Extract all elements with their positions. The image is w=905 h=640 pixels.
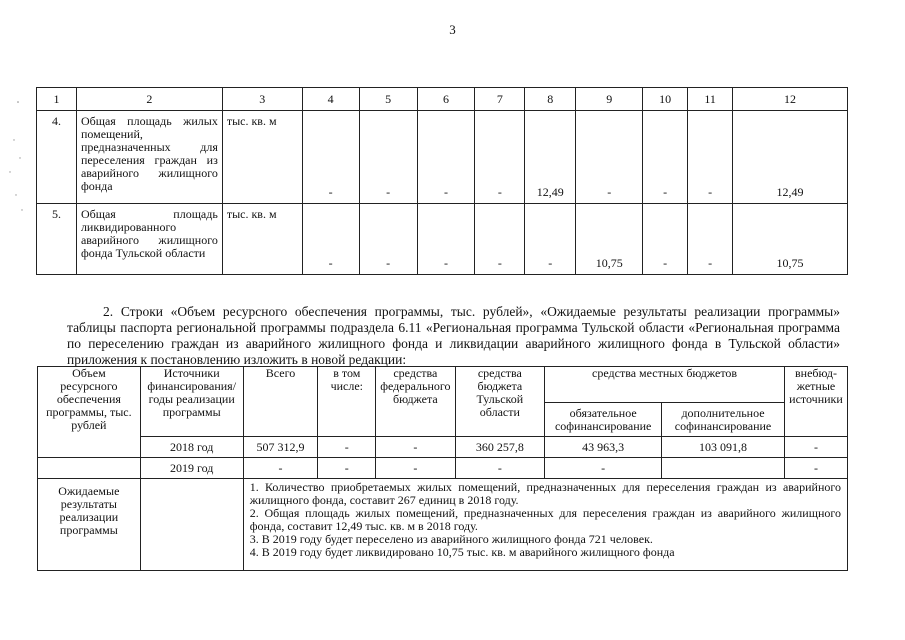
year-cell: 2019 год — [140, 458, 243, 479]
results-list — [243, 479, 847, 571]
resources-label: Объем ресурсного обеспечения программы, тыс. рублей — [38, 367, 141, 458]
result-item: 4. В 2019 году будет ликвидировано 10,75 тыс. кв. м аварийного жилищного фонда — [249, 545, 675, 559]
scan-margin-marks — [4, 100, 24, 220]
value-cell: - — [643, 204, 688, 275]
value-cell: - — [359, 204, 417, 275]
header-cell: 4 — [302, 88, 359, 111]
header-cell: 8 — [525, 88, 576, 111]
header-cell: 12 — [733, 88, 848, 111]
value-cell: 10,75 — [576, 204, 643, 275]
header-cell: 6 — [417, 88, 475, 111]
table-row — [38, 458, 848, 479]
header-local: средства местных бюджетов — [545, 367, 785, 403]
table-header-row — [38, 367, 848, 403]
empty-cell — [140, 479, 243, 571]
value-cell: - — [576, 111, 643, 204]
value-cell: 360 257,8 — [455, 437, 545, 458]
result-item: 3. В 2019 году будет переселено из аварийного жилищного фонда 721 человек. — [249, 532, 653, 546]
value-cell: - — [455, 458, 545, 479]
value-cell: 10,75 — [733, 204, 848, 275]
result-item: 1. Количество приобретаемых жилых помещений, предназначенных для переселения граждан из аварийного жилищного фонда, составит 267 единиц в 2018 году. — [249, 480, 841, 507]
value-cell: 12,49 — [525, 111, 576, 204]
value-cell: - — [784, 437, 847, 458]
results-label: Ожидаемые результаты реализации программы — [38, 479, 141, 571]
header-federal: средства федерального бюджета — [376, 367, 455, 437]
passport-table — [37, 366, 848, 571]
table-header-row — [37, 88, 848, 111]
result-item: 2. Общая площадь жилых помещений, предназначенных для переселения граждан из аварийного жилищного фонда, составит 12,49 тыс. кв. м в 2018 году. — [249, 506, 841, 533]
amendment-paragraph: 2. Строки «Объем ресурсного обеспечения программы, тыс. рублей», «Ожидаемые результаты реализации программы» таблицы паспорта региональной программы подраздела 6.11 «Региональная программа Тульской области «Региональная программа по переселению граждан из аварийного жилищного фонда и ликвидации аварийного жилищного фонда в Тульской области» приложения к постановлению изложить в новой редакции: — [67, 303, 840, 367]
header-cell: 7 — [475, 88, 525, 111]
header-cell: 11 — [688, 88, 733, 111]
indicators-table — [36, 87, 848, 275]
value-cell: - — [545, 458, 662, 479]
header-including: в том числе: — [318, 367, 376, 437]
header-regional: средства бюджета Тульской области — [455, 367, 545, 437]
value-cell: - — [302, 204, 359, 275]
indicator-name: Общая площадь жилых помещений, предназначенных для переселения граждан из аварийного жилищного фонда — [76, 111, 222, 204]
header-cell: 9 — [576, 88, 643, 111]
value-cell: 103 091,8 — [662, 437, 785, 458]
value-cell: - — [318, 458, 376, 479]
results-row — [38, 479, 848, 571]
value-cell: 12,49 — [733, 111, 848, 204]
header-cell: 10 — [643, 88, 688, 111]
unit-cell: тыс. кв. м — [222, 204, 302, 275]
total-cell: 507 312,9 — [243, 437, 318, 458]
year-cell: 2018 год — [140, 437, 243, 458]
header-local-mandatory: обязательное софинансирование — [545, 403, 662, 437]
value-cell: - — [643, 111, 688, 204]
indicator-name: Общая площадь ликвидированного аварийного жилищного фонда Тульской области — [76, 204, 222, 275]
total-cell: - — [243, 458, 318, 479]
page-number: 3 — [449, 22, 456, 37]
value-cell: - — [302, 111, 359, 204]
value-cell: - — [525, 204, 576, 275]
header-cell: 5 — [359, 88, 417, 111]
row-number: 5. — [37, 204, 77, 275]
value-cell: - — [417, 111, 475, 204]
table-row — [37, 204, 848, 275]
value-cell: - — [688, 204, 733, 275]
value-cell: - — [359, 111, 417, 204]
header-extra: внебюд-жетные источники — [784, 367, 847, 437]
value-cell: - — [376, 437, 455, 458]
value-cell: - — [417, 204, 475, 275]
value-cell — [662, 458, 785, 479]
header-cell: 1 — [37, 88, 77, 111]
value-cell: - — [376, 458, 455, 479]
table-row — [38, 437, 848, 458]
value-cell: - — [475, 111, 525, 204]
unit-cell: тыс. кв. м — [222, 111, 302, 204]
header-cell: 3 — [222, 88, 302, 111]
row-number: 4. — [37, 111, 77, 204]
header-sources: Источники финансирования/ годы реализации программы — [140, 367, 243, 437]
header-local-additional: дополнительное софинансирование — [662, 403, 785, 437]
value-cell: 43 963,3 — [545, 437, 662, 458]
header-cell: 2 — [76, 88, 222, 111]
value-cell: - — [318, 437, 376, 458]
value-cell: - — [784, 458, 847, 479]
value-cell: - — [688, 111, 733, 204]
header-total: Всего — [243, 367, 318, 437]
empty-cell — [38, 458, 141, 479]
value-cell: - — [475, 204, 525, 275]
table-row — [37, 111, 848, 204]
